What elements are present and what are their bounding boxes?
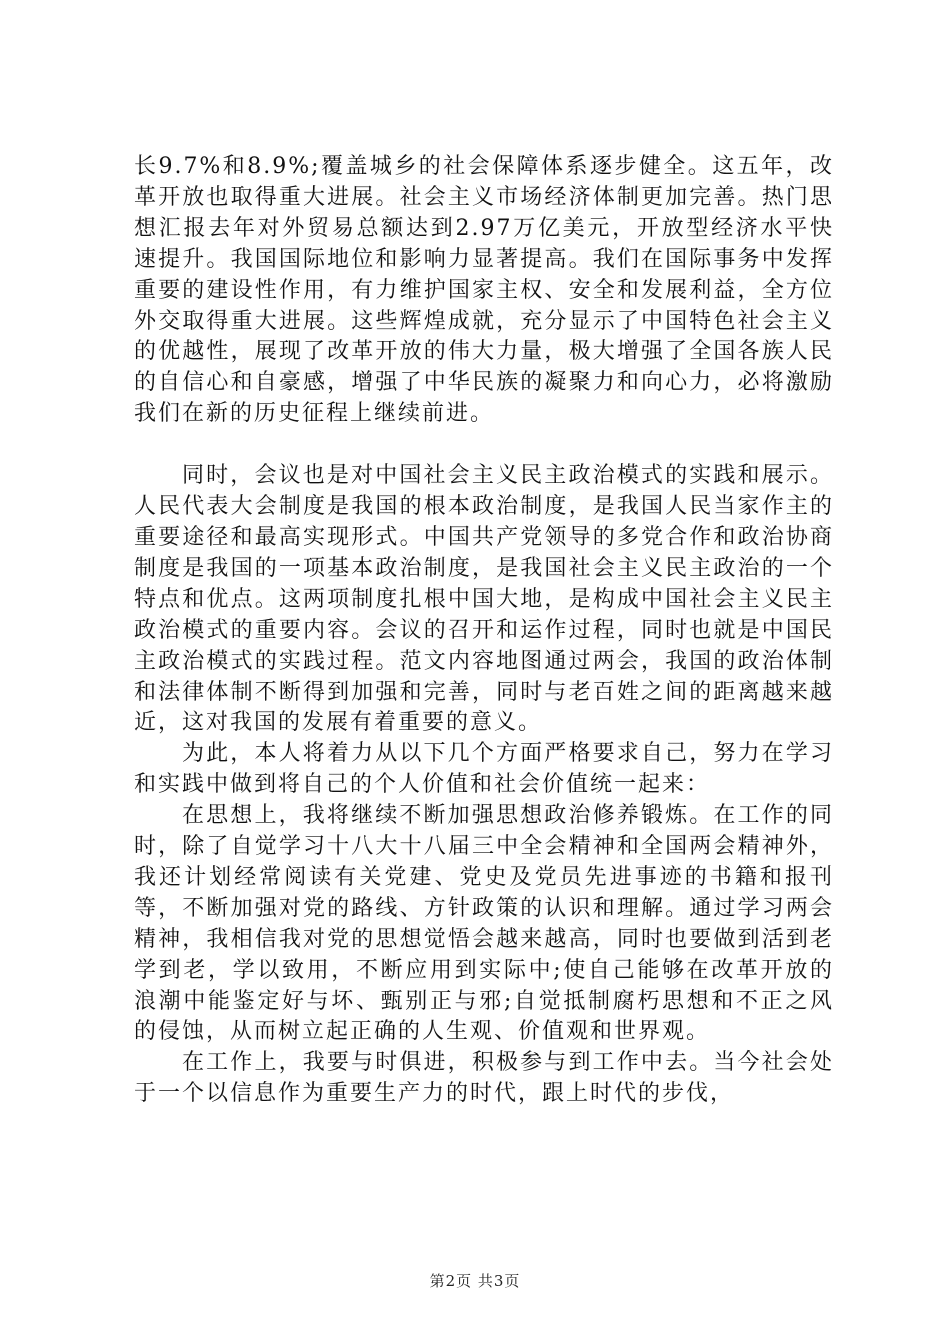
- paragraph-resolution: 为此，本人将着力从以下几个方面严格要求自己，努力在学习和实践中做到将自己的个人价值和社会价值统一起来：: [134, 741, 834, 798]
- paragraph-thought: 在思想上，我将继续不断加强思想政治修养锻炼。在工作的同时，除了自觉学习十八大十八届三中全会精神和全国两会精神外，我还计划经常阅读有关党建、党史及党员先进事迹的书籍和报刊等，不断加强对党的路线、方针政策的认识和理解。通过学习两会精神，我相信我对党的思想觉悟会越来越高，同时也要做到活到老学到老，学以致用，不断应用到实际中;使自己能够在改革开放的浪潮中能鉴定好与坏、甄别正与邪;自觉抵制腐朽思想和不正之风的侵蚀，从而树立起正确的人生观、价值观和世界观。: [134, 803, 834, 1045]
- paragraph-gap: [134, 430, 834, 461]
- paragraph-democracy: 同时，会议也是对中国社会主义民主政治模式的实践和展示。人民代表大会制度是我国的根本政治制度，是我国人民当家作主的重要途径和最高实现形式。中国共产党领导的多党合作和政治协商制度是我国的一项基本政治制度，是我国社会主义民主政治的一个特点和优点。这两项制度扎根中国大地，是构成中国社会主义民主政治模式的重要内容。会议的召开和运作过程，同时也就是中国民主政治模式的实践过程。范文内容地图通过两会，我国的政治体制和法律体制不断得到加强和完善，同时与老百姓之间的距离越来越近，这对我国的发展有着重要的意义。: [134, 463, 834, 736]
- paragraph-work: 在工作上，我要与时俱进，积极参与到工作中去。当今社会处于一个以信息作为重要生产力的时代，跟上时代的步伐，: [134, 1050, 834, 1107]
- paragraph-achievements: 长9.7%和8.9%;覆盖城乡的社会保障体系逐步健全。这五年，改革开放也取得重大进展。社会主义市场经济体制更加完善。热门思想汇报去年对外贸易总额达到2.97万亿美元，开放型经济水平快速提升。我国国际地位和影响力显著提高。我们在国际事务中发挥重要的建设性作用，有力维护国家主权、安全和发展利益，全方位外交取得重大进展。这些辉煌成就，充分显示了中国特色社会主义的优越性，展现了改革开放的伟大力量，极大增强了全国各族人民的自信心和自豪感，增强了中华民族的凝聚力和向心力，必将激励我们在新的历史征程上继续前进。: [134, 154, 834, 427]
- page-footer: 第2页 共3页: [429, 1272, 521, 1290]
- body-text: [134, 152, 834, 1110]
